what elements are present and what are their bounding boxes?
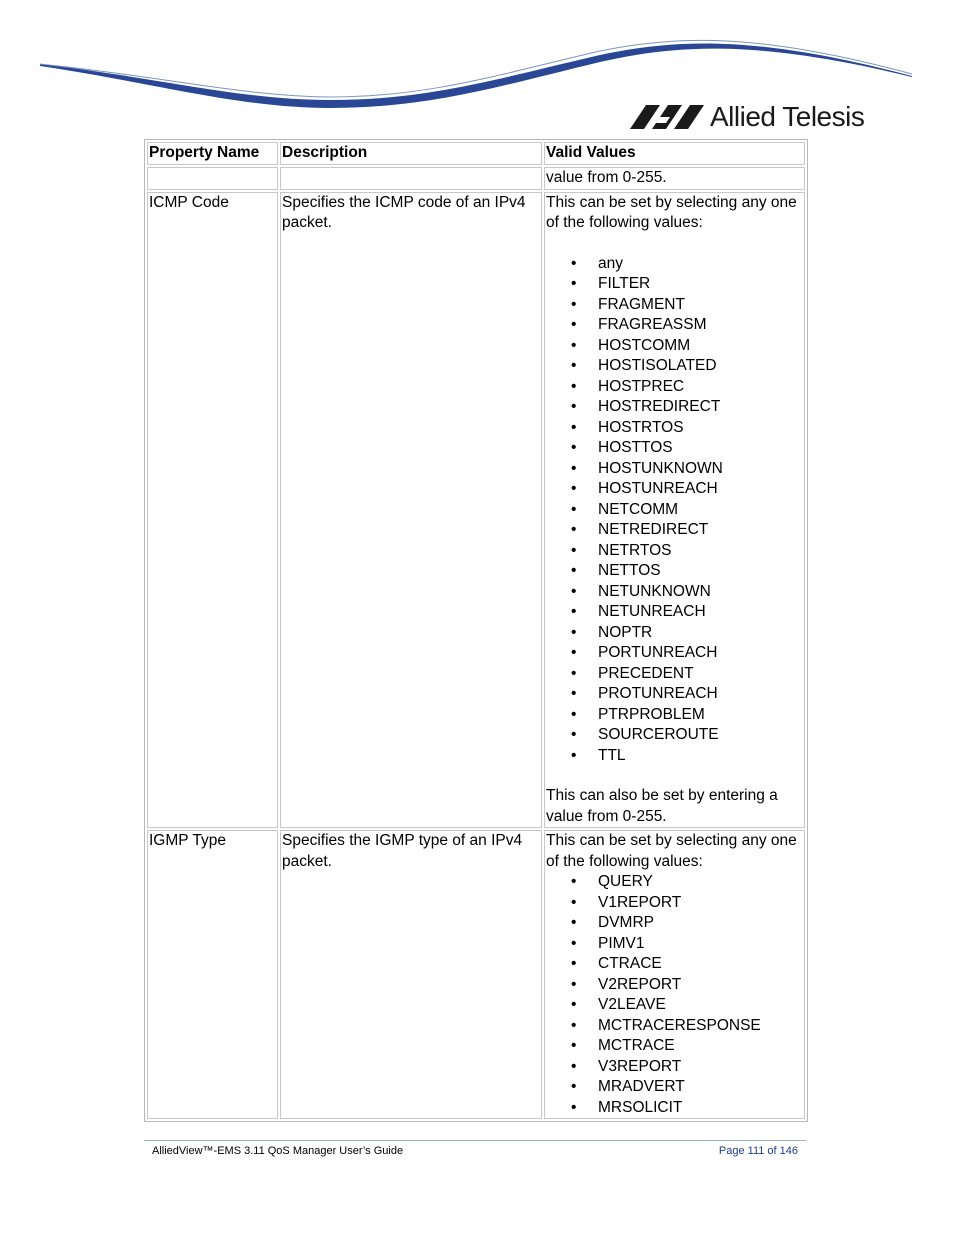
empty-cell (280, 167, 542, 190)
list-item: • FILTER (598, 274, 802, 295)
list-item: • NETCOMM (598, 500, 802, 521)
icmp-property-name: ICMP Code (147, 192, 278, 829)
list-item: • QUERY (598, 872, 802, 893)
list-item: • PIMV1 (598, 934, 802, 955)
icmp-values-list (546, 254, 802, 767)
list-item: • PORTUNREACH (598, 643, 802, 664)
list-item: • HOSTTOS (598, 438, 802, 459)
header-description: Description (280, 142, 542, 165)
allied-telesis-logo-mark-icon (630, 103, 706, 131)
list-item: • HOSTCOMM (598, 336, 802, 357)
table-row-igmp-type (147, 830, 805, 1119)
table-row-icmp-code (147, 192, 805, 829)
igmp-valid-values (544, 830, 805, 1119)
list-item: • CTRACE (598, 954, 802, 975)
list-item: • HOSTUNREACH (598, 479, 802, 500)
list-item: • PTRPROBLEM (598, 705, 802, 726)
list-item: • NETUNKNOWN (598, 582, 802, 603)
list-item: • V1REPORT (598, 893, 802, 914)
header-valid-values: Valid Values (544, 142, 805, 165)
list-item: • TTL (598, 746, 802, 767)
list-item: • DVMRP (598, 913, 802, 934)
list-item: • HOSTISOLATED (598, 356, 802, 377)
list-item: • HOSTREDIRECT (598, 397, 802, 418)
footer-page-number: Page 111 of 146 (718, 1145, 798, 1157)
table-row-continuation (147, 167, 805, 190)
empty-cell (147, 167, 278, 190)
icmp-valid-values (544, 192, 805, 829)
footer-divider (144, 1140, 806, 1141)
list-item: • HOSTPREC (598, 377, 802, 398)
list-item: • FRAGREASSM (598, 315, 802, 336)
list-item: • any (598, 254, 802, 275)
continuation-valid-values: value from 0-255. (544, 167, 805, 190)
icmp-description: Specifies the ICMP code of an IPv4 packet. (280, 192, 542, 829)
igmp-description: Specifies the IGMP type of an IPv4 packet. (280, 830, 542, 1119)
list-item: • NETTOS (598, 561, 802, 582)
property-table (144, 139, 808, 1122)
igmp-property-name: IGMP Type (147, 830, 278, 1119)
list-item: • NETREDIRECT (598, 520, 802, 541)
brand-name: Allied Telesis (710, 101, 865, 132)
list-item: • MRADVERT (598, 1077, 802, 1098)
icmp-outro: This can also be set by entering a value from 0-255. (546, 787, 778, 825)
list-item: • MRSOLICIT (598, 1098, 802, 1119)
igmp-values-list (546, 872, 802, 1118)
list-item: • NOPTR (598, 623, 802, 644)
list-item: • MCTRACE (598, 1036, 802, 1057)
list-item: • V2LEAVE (598, 995, 802, 1016)
list-item: • MCTRACERESPONSE (598, 1016, 802, 1037)
list-item: • PROTUNREACH (598, 684, 802, 705)
list-item: • HOSTRTOS (598, 418, 802, 439)
list-item: • NETRTOS (598, 541, 802, 562)
list-item: • SOURCEROUTE (598, 725, 802, 746)
footer-document-title: AlliedView™-EMS 3.11 QoS Manager User’s Guide (152, 1145, 404, 1157)
list-item: • V3REPORT (598, 1057, 802, 1078)
header-property-name: Property Name (147, 142, 278, 165)
igmp-intro: This can be set by selecting any one of the following values: (546, 832, 797, 870)
list-item: • FRAGMENT (598, 295, 802, 316)
list-item: • PRECEDENT (598, 664, 802, 685)
table-header-row (147, 142, 805, 165)
icmp-intro: This can be set by selecting any one of the following values: (546, 193, 797, 231)
allied-telesis-logo (630, 100, 870, 134)
list-item: • NETUNREACH (598, 602, 802, 623)
list-item: • V2REPORT (598, 975, 802, 996)
list-item: • HOSTUNKNOWN (598, 459, 802, 480)
